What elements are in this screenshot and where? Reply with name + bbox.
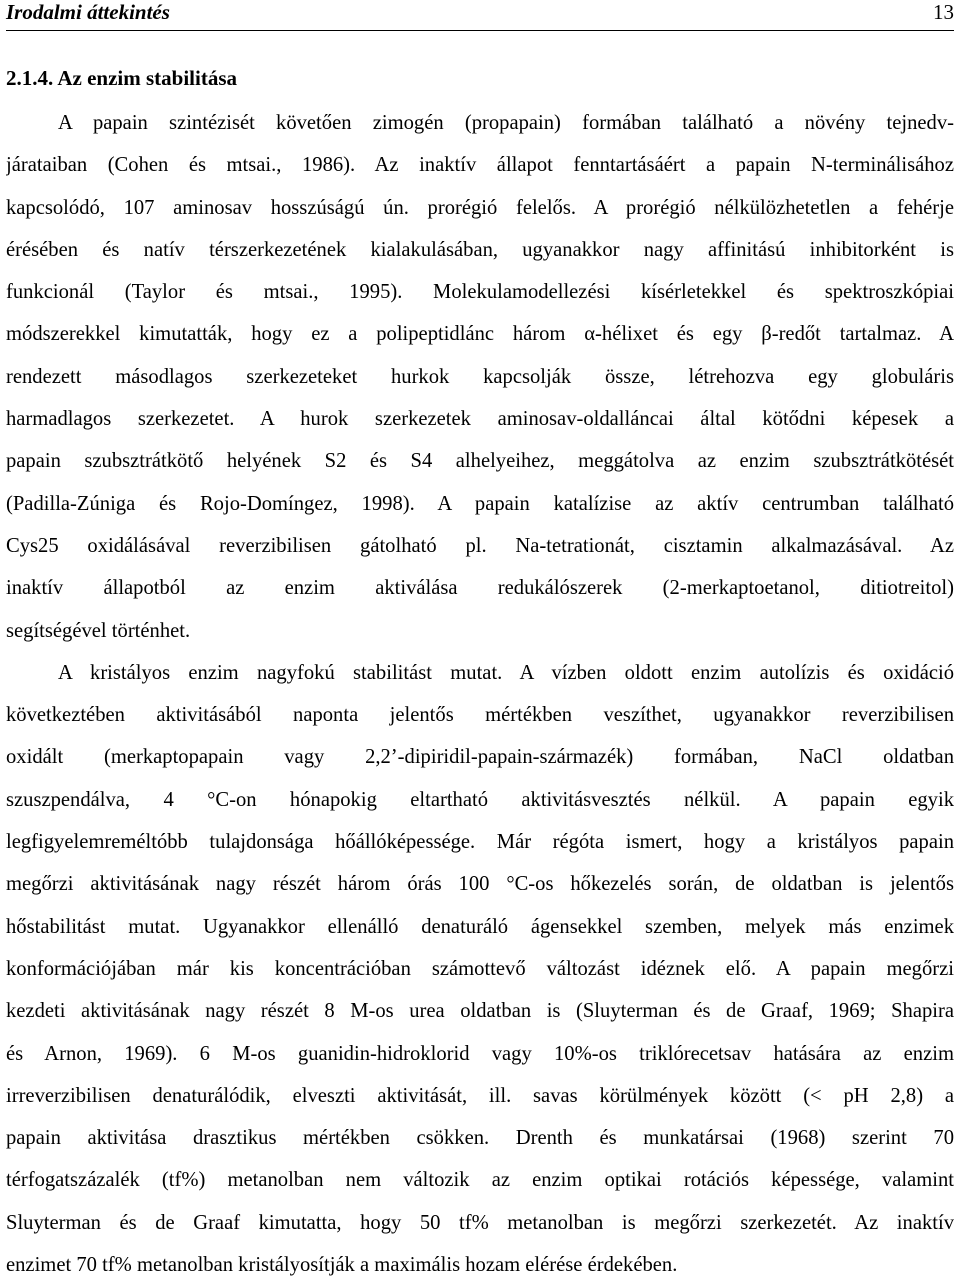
text-line: A papain szintézisét követően zimogén (propapain) formában található a növény tejnedv-	[58, 112, 954, 134]
header-title: Irodalmi áttekintés	[6, 0, 170, 24]
text-line: konformációjában már kis koncentrációban számottevő változást idéznek elő. A papain megőrzi	[6, 957, 954, 980]
text-line: oxidált (merkaptopapain vagy 2,2’-dipiridil-papain-származék) formában, NaCl oldatban	[6, 746, 954, 769]
text-line: következtében aktivitásából naponta jelentős mértékben veszíthet, ugyanakkor reverzibilisen	[6, 704, 954, 727]
text-line: módszerekkel kimutatták, hogy ez a polipeptidlánc három α-hélixet és egy β-redőt tartalmaz. A	[6, 323, 954, 346]
text-line: járataiban (Cohen és mtsai., 1986). Az inaktív állapot fenntartásáért a papain N-terminálisához	[6, 154, 954, 177]
text-line: hőstabilitást mutat. Ugyanakkor ellenálló denaturáló ágensekkel szemben, melyek más enzimek	[6, 915, 954, 938]
text-line: megőrzi aktivitásának nagy részét három órás 100 °C-os hőkezelés során, de oldatban is jelentős	[6, 873, 954, 896]
body-text	[6, 102, 954, 1286]
text-line: papain szubsztrátkötő helyének S2 és S4 alhelyeihez, meggátolva az enzim szubsztrátkötését	[6, 450, 954, 473]
text-line: A kristályos enzim nagyfokú stabilitást mutat. A vízben oldott enzim autolízis és oxidáció	[58, 661, 954, 684]
text-line: szuszpendálva, 4 °C-on hónapokig eltartható aktivitásvesztés nélkül. A papain egyik	[6, 788, 954, 811]
text-line: Cys25 oxidálásával reverzibilisen gátolható pl. Na-tetrationát, cisztamin alkalmazásával. Az	[6, 534, 954, 557]
text-line: (Padilla-Zúniga és Rojo-Domíngez, 1998). A papain katalízise az aktív centrumban található	[6, 492, 954, 515]
text-line: érésében és natív térszerkezetének kialakulásában, ugyanakkor nagy affinitású inhibitorként is	[6, 238, 954, 261]
text-line: irreverzibilisen denaturálódik, elveszti aktivitását, ill. savas körülmények között (< pH 2,8) a	[6, 1084, 954, 1107]
page-number: 13	[933, 0, 954, 24]
running-header	[6, 0, 954, 31]
text-line: legfigyelemreméltóbb tulajdonsága hőállóképessége. Már régóta ismert, hogy a kristályos papain	[6, 831, 954, 854]
section-heading: 2.1.4. Az enzim stabilitása	[6, 66, 237, 90]
text-line: funkcionál (Taylor és mtsai., 1995). Molekulamodellezési kísérletekkel és spektroszkópiai	[6, 281, 954, 304]
text-line: kezdeti aktivitásának nagy részét 8 M-os urea oldatban is (Sluyterman és de Graaf, 1969; Shapira	[6, 1000, 954, 1023]
text-line: térfogatszázalék (tf%) metanolban nem változik az enzim optikai rotációs képessége, valamint	[6, 1169, 954, 1192]
text-line: és Arnon, 1969). 6 M-os guanidin-hidroklorid vagy 10%-os triklórecetsav hatására az enzim	[6, 1042, 954, 1065]
text-line: inaktív állapotból az enzim aktiválása redukálószerek (2-merkaptoetanol, ditiotreitol)	[6, 577, 954, 600]
text-line: Sluyterman és de Graaf kimutatta, hogy 50 tf% metanolban is megőrzi szerkezetét. Az inaktív	[6, 1211, 954, 1234]
text-line: rendezett másodlagos szerkezeteket hurkok kapcsolják össze, létrehozva egy globuláris	[6, 365, 954, 388]
text-line: kapcsolódó, 107 aminosav hosszúságú ún. prorégió felelős. A prorégió nélkülözhetetlen a fehérje	[6, 196, 954, 219]
text-line: harmadlagos szerkezetet. A hurok szerkezetek aminosav-oldalláncai által kötődni képesek a	[6, 408, 954, 431]
text-line: segítségével történhet.	[6, 619, 191, 642]
text-line: enzimet 70 tf% metanolban kristályosítják a maximális hozam elérése érdekében.	[6, 1254, 678, 1277]
text-line: papain aktivitása drasztikus mértékben csökken. Drenth és munkatársai (1968) szerint 70	[6, 1127, 954, 1150]
